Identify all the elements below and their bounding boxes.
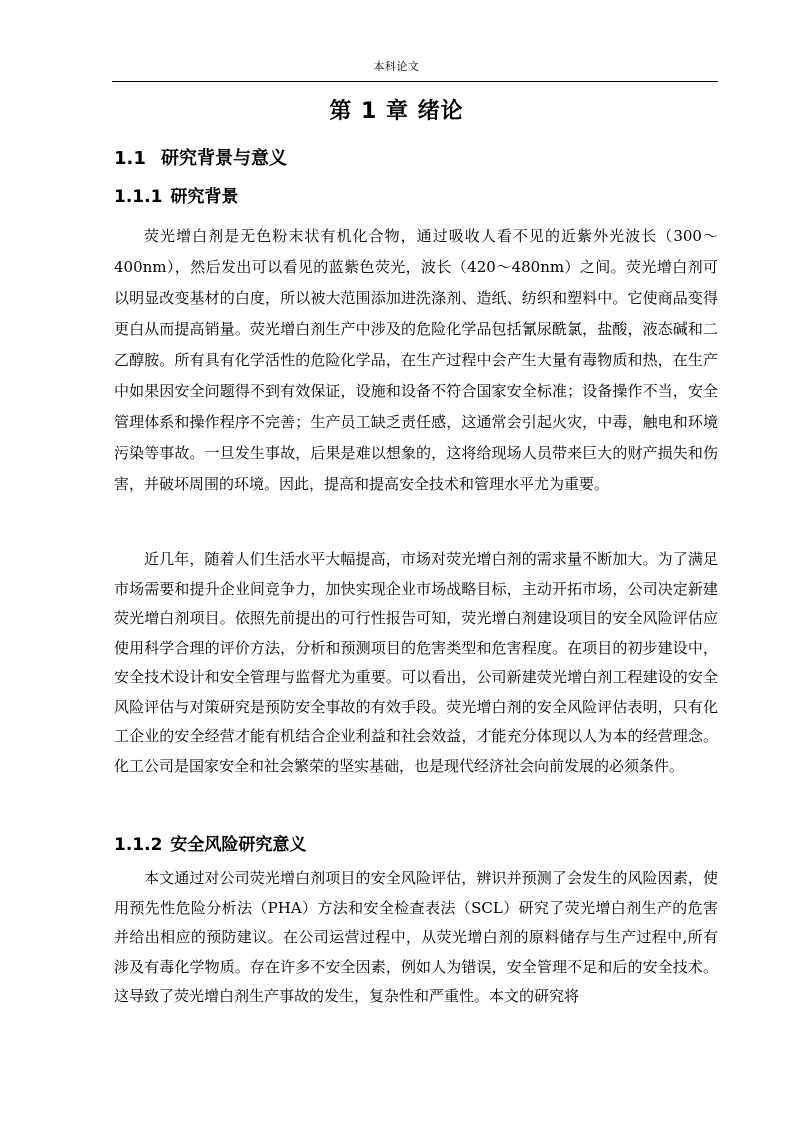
body-paragraph-1: 荧光增白剂是无色粉末状有机化合物，通过吸收人看不见的近紫外光波长（300～400nm），然后发出可以看见的蓝紫色荧光，波长（420～480nm）之间。荧光增白剂可以明显改变基材的白度，所以被大范围添加进洗涤剂、造纸、纺织和塑料中。它使商品变得更白从而提高销量。荧光增白剂生产中涉及的危险化学品包括氰尿酰氯，盐酸，液态碱和二乙醇胺。所有具有化学活性的危险化学品，在生产过程中会产生大量有毒物质和热，在生产中如果因安全问题得不到有效保证，设施和设备不符合国家安全标准；设备操作不当，安全管理体系和操作程序不完善；生产员工缺乏责任感，这通常会引起火灾，中毒，触电和环境污染等事故。一旦发生事故，后果是难以想象的，这将给现场人员带来巨大的财产损失和伤害，并破坏周围的环境。因此，提高和提高安全技术和管理水平尤为重要。 — [114, 227, 718, 493]
subsection-heading-1-1-1 — [114, 182, 238, 207]
section-heading-1-1 — [114, 144, 287, 170]
running-header: 本科论文 — [373, 60, 420, 73]
subsection-number: 1.1.2 — [114, 835, 163, 855]
body-paragraph-3: 本文通过对公司荧光增白剂项目的安全风险评估，辨识并预测了会发生的风险因素，使用预先性危险分析法（PHA）方法和安全检查表法（SCL）研究了荧光增白剂生产的危害并给出相应的预防建议。在公司运营过程中，从荧光增白剂的原料储存与生产过程中,所有涉及有毒化学物质。存在许多不安全因素，例如人为错误，安全管理不足和后的安全技术。这导致了荧光增白剂生产事故的发生，复杂性和严重性。本文的研究将 — [114, 869, 718, 1005]
subsection-title: 研究背景 — [170, 187, 239, 207]
header-divider — [112, 81, 718, 82]
subsection-number: 1.1.1 — [114, 187, 163, 207]
chapter-title: 第 1 章 绪论 — [329, 99, 464, 124]
body-paragraph-2: 近几年，随着人们生活水平大幅提高，市场对荧光增白剂的需求量不断加大。为了满足市场需要和提升企业间竞争力，加快实现企业市场战略目标，主动开拓市场，公司决定新建荧光增白剂项目。依照先前提出的可行性报告可知，荧光增白剂建设项目的安全风险评估应使用科学合理的评价方法，分析和预测项目的危害类型和危害程度。在项目的初步建设中，安全技术设计和安全管理与监督尤为重要。可以看出，公司新建荧光增白剂工程建设的安全风险评估与对策研究是预防安全事故的有效手段。荧光增白剂的安全风险评估表明，只有化工企业的安全经营才能有机结合企业利益和社会效益，才能充分体现以人为本的经营理念。化工公司是国家安全和社会繁荣的坚实基础，也是现代经济社会向前发展的必须条件。 — [114, 550, 718, 775]
subsection-title: 安全风险研究意义 — [170, 835, 307, 855]
section-title: 研究背景与意义 — [161, 148, 287, 169]
section-number: 1.1 — [114, 148, 146, 169]
subsection-heading-1-1-2 — [114, 830, 306, 855]
